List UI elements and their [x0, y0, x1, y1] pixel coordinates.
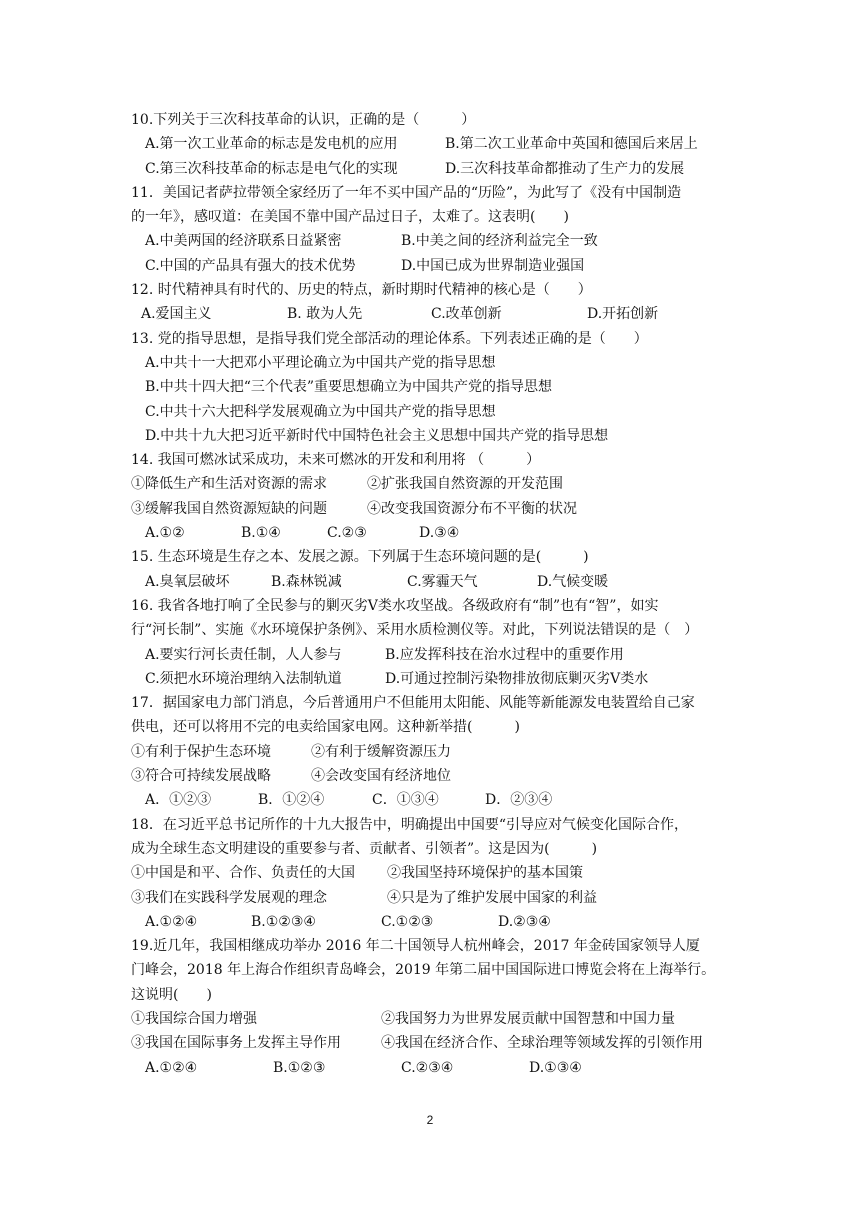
option-a: A.①②	[145, 525, 185, 542]
option-a: A．①②③	[145, 792, 212, 809]
option-c: C.①②③	[381, 913, 434, 930]
option-c: C.须把水环境治理纳入法制轨道	[145, 670, 342, 687]
question-12-stem: 12. 时代精神具有时代的、历史的特点，新时期时代精神的核心是（ ）	[131, 282, 592, 299]
option-c: C.②③④	[401, 1059, 454, 1076]
option-a: A.爱国主义	[141, 306, 212, 323]
question-10-options-row1	[131, 132, 741, 156]
option-d: D.②③④	[498, 913, 551, 930]
statement-1: ①我国综合国力增强	[131, 1010, 257, 1027]
question-17-statements-row2	[131, 764, 741, 788]
question-17-options	[131, 788, 741, 812]
question-11-stem: 11．美国记者萨拉带领全家经历了一年不买中国产品的“历险”，为此写了《没有中国制造	[131, 184, 682, 201]
question-15-stem: 15. 生态环境是生存之本、发展之源。下列属于生态环境问题的是( )	[131, 549, 589, 566]
question-18-statements-row2	[131, 886, 741, 910]
statement-4: ④我国在经济合作、全球治理等领域发挥的引领作用	[381, 1035, 703, 1052]
question-14-statements-row2	[131, 497, 741, 521]
option-b: B.①②③	[273, 1059, 326, 1076]
option-b: B.①④	[241, 525, 281, 542]
question-12-options	[131, 302, 741, 326]
option-c: C．①③④	[372, 792, 439, 809]
question-14-stem: 14. 我国可燃冰试采成功，未来可燃冰的开发和利用将 （ ）	[131, 452, 541, 469]
option-c: C.改革创新	[431, 306, 502, 323]
question-10-options-row2	[131, 157, 741, 181]
question-16-options-row1	[131, 643, 741, 667]
statement-1: ①有利于保护生态环境	[131, 743, 271, 760]
option-a: A.①②④	[145, 1059, 198, 1076]
question-19-statements-row1	[131, 1007, 741, 1031]
question-16-stem: 16. 我省各地打响了全民参与的剿灭劣Ⅴ类水攻坚战。各级政府有“制”也有“智”，如实	[131, 597, 659, 614]
question-11-options-row2	[131, 254, 741, 278]
question-16-stem-cont: 行“河长制”、实施《水环境保护条例》、采用水质检测仪等。对此，下列说法错误的是（ ）	[131, 622, 699, 639]
question-17-stem-cont: 供电，还可以将用不完的电卖给国家电网。这种新举措( )	[131, 719, 520, 736]
question-14-options	[131, 521, 741, 545]
question-19-stem: 19.近几年，我国相继成功举办 2016 年二十国领导人杭州峰会，2017 年金砖国家领导人厦	[131, 938, 700, 955]
page-number: 2	[426, 1113, 434, 1127]
option-a: A.要实行河长责任制，人人参与	[145, 646, 342, 663]
statement-3: ③缓解我国自然资源短缺的问题	[131, 500, 327, 517]
question-18-statements-row1	[131, 861, 741, 885]
option-a: A.中美两国的经济联系日益紧密	[145, 233, 342, 250]
option-a: A.中共十一大把邓小平理论确立为中国共产党的指导思想	[145, 354, 496, 371]
question-11-stem-cont: 的一年》，感叹道：在美国不靠中国产品过日子，太难了。这表明( )	[131, 209, 569, 226]
question-18-stem-cont: 成为全球生态文明建设的重要参与者、贡献者、引领者”。这是因为( )	[131, 840, 598, 857]
question-19-options	[131, 1056, 741, 1080]
question-19-stem-cont: 门峰会，2018 年上海合作组织青岛峰会，2019 年第二届中国国际进口博览会将在上海举行。	[131, 962, 716, 979]
statement-2: ②我国坚持环境保护的基本国策	[387, 865, 583, 882]
question-16-options-row2	[131, 667, 741, 691]
option-d: D.中国已成为世界制造业强国	[401, 257, 585, 274]
option-b: B.森林锐减	[271, 573, 342, 590]
question-18-options	[131, 910, 741, 934]
option-a: A.臭氧层破坏	[145, 573, 230, 590]
statement-1: ①降低生产和生活对资源的需求	[131, 476, 327, 493]
statement-4: ④只是为了维护发展中国家的利益	[387, 889, 597, 906]
statement-3: ③我国在国际事务上发挥主导作用	[131, 1035, 341, 1052]
statement-2: ②有利于缓解资源压力	[311, 743, 451, 760]
statement-4: ④会改变国有经济地位	[311, 768, 451, 785]
option-c: C.第三次科技革命的标志是电气化的实现	[145, 160, 398, 177]
statement-4: ④改变我国资源分布不平衡的状况	[367, 500, 577, 517]
option-a: A.①②④	[145, 913, 198, 930]
option-c: C.雾霾天气	[407, 573, 478, 590]
question-18-stem: 18．在习近平总书记所作的十九大报告中，明确提出中国要“引导应对气候变化国际合作，	[131, 816, 688, 833]
question-19-stem-end: 这说明( )	[131, 986, 212, 1003]
option-b: B.中美之间的经济利益完全一致	[401, 233, 598, 250]
option-b: B.中共十四大把“三个代表”重要思想确立为中国共产党的指导思想	[145, 379, 553, 396]
question-17-statements-row1	[131, 740, 741, 764]
question-19-statements-row2	[131, 1031, 741, 1055]
statement-3: ③符合可持续发展战略	[131, 768, 271, 785]
option-d: D.三次科技革命都推动了生产力的发展	[445, 160, 685, 177]
option-c: C.中国的产品具有强大的技术优势	[145, 257, 356, 274]
statement-2: ②扩张我国自然资源的开发范围	[367, 476, 563, 493]
statement-3: ③我们在实践科学发展观的理念	[131, 889, 327, 906]
option-d: D.①③④	[529, 1059, 582, 1076]
option-b: B.①②③④	[251, 913, 316, 930]
option-a: A.第一次工业革命的标志是发电机的应用	[145, 136, 398, 153]
question-14-statements-row1	[131, 472, 741, 496]
option-c: C.②③	[327, 525, 367, 542]
question-13-stem: 13. 党的指导思想，是指导我们党全部活动的理论体系。下列表述正确的是（ ）	[131, 330, 648, 347]
statement-1: ①中国是和平、合作、负责任的大国	[131, 865, 355, 882]
question-15-options	[131, 570, 741, 594]
option-d: D.③④	[419, 525, 460, 542]
option-d: D.中共十九大把习近平新时代中国特色社会主义思想中国共产党的指导思想	[145, 427, 609, 444]
option-b: B．①②④	[258, 792, 325, 809]
option-c: C.中共十六大把科学发展观确立为中国共产党的指导思想	[145, 403, 496, 420]
question-list	[131, 108, 741, 1080]
option-d: D.开拓创新	[587, 306, 659, 323]
option-d: D.气候变暖	[537, 573, 609, 590]
option-d: D．②③④	[485, 792, 553, 809]
option-b: B.应发挥科技在治水过程中的重要作用	[385, 646, 624, 663]
statement-2: ②我国努力为世界发展贡献中国智慧和中国力量	[381, 1010, 675, 1027]
option-b: B. 敢为人先	[287, 306, 363, 323]
question-10-stem: 10.下列关于三次科技革命的认识，正确的是（ ）	[131, 112, 476, 128]
question-11-options-row1	[131, 229, 741, 253]
question-17-stem: 17．据国家电力部门消息，今后普通用户不但能用太阳能、风能等新能源发电装置给自己家	[131, 695, 695, 712]
option-b: B.第二次工业革命中英国和德国后来居上	[445, 136, 698, 153]
option-d: D.可通过控制污染物排放彻底剿灭劣Ⅴ类水	[385, 670, 649, 687]
